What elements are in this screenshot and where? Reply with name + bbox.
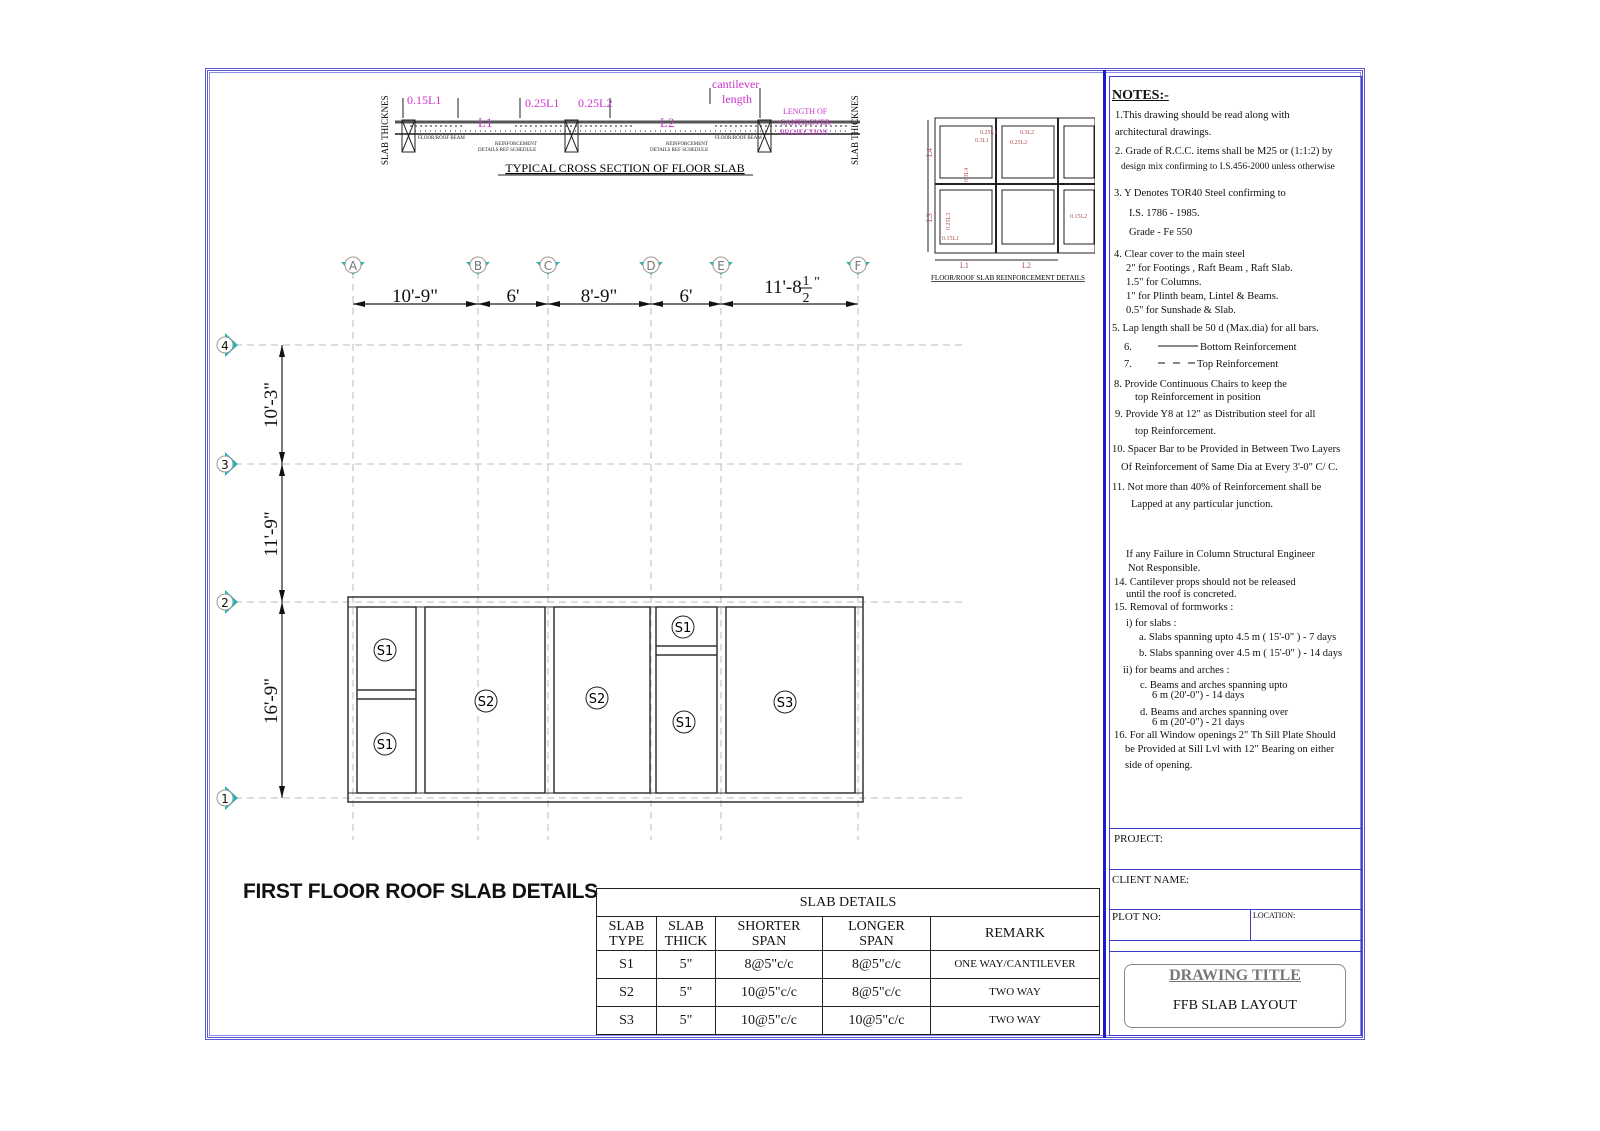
grid-marker-b <box>466 257 490 275</box>
note-line: 2. Grade of R.C.C. items shall be M25 or (1:1:2) by <box>1115 146 1333 157</box>
header-remark: REMARK <box>931 917 1100 951</box>
note-line: 2" for Footings , Raft Beam , Raft Slab. <box>1126 263 1293 274</box>
note-line: design mix confirming to I.S.456-2000 unless otherwise <box>1121 162 1335 172</box>
label-slab-thickness-right: SLAB THICKNES <box>850 95 860 165</box>
detail-label-c: 0.3L2 <box>1020 130 1035 136</box>
detail-label-l3: L3 <box>925 213 934 222</box>
slab-table-cell: 5" <box>657 1007 716 1035</box>
slab-table-header <box>597 917 1100 951</box>
grid-marker-c <box>536 257 560 275</box>
grid-label-b: B <box>473 259 483 273</box>
title-block-divider <box>1103 70 1106 1038</box>
note-line: 11. Not more than 40% of Reinforcement shall be <box>1112 482 1322 493</box>
note-line: Of Reinforcement of Same Dia at Every 3'-0" C/ C. <box>1121 462 1338 473</box>
label-reinf-2a: REINFORCEMENT <box>666 142 708 147</box>
note-line: 16. For all Window openings 2" Th Sill Plate Should <box>1114 730 1336 741</box>
slab-tag <box>475 690 497 712</box>
slab-tag-label: S1 <box>674 621 692 636</box>
slab-tag <box>374 639 396 661</box>
slab-table-cell: 5" <box>657 979 716 1007</box>
grid-label-3: 3 <box>221 458 229 472</box>
note-line: 1.5" for Columns. <box>1126 277 1202 288</box>
header-slab-thick: SLAB THICK <box>657 917 716 951</box>
slab-tag-label: S1 <box>675 716 693 731</box>
note-line: If any Failure in Column Structural Engineer <box>1126 549 1315 560</box>
note-line: 1.This drawing should be read along with <box>1115 110 1290 121</box>
reinforcement-detail-title: FLOOR/ROOF SLAB REINFORCEMENT DETAILS <box>931 274 1085 282</box>
slab-tag-label: S2 <box>588 692 606 707</box>
dim-e-f-frac-den: 2 <box>802 291 810 306</box>
tb-line <box>1250 909 1251 940</box>
grid-label-4: 4 <box>221 339 229 353</box>
project-label: PROJECT: <box>1114 833 1163 845</box>
slab-tag <box>672 616 694 638</box>
slab-tag-label: S1 <box>376 738 394 753</box>
note-line: 1" for Plinth beam, Lintel & Beams. <box>1126 291 1279 302</box>
slab-table-row <box>597 979 1100 1007</box>
client-name-label: CLIENT NAME: <box>1112 874 1190 886</box>
tb-line <box>1110 951 1361 952</box>
dim-b-c: 6' <box>506 286 520 307</box>
note-line: Top Reinforcement <box>1197 359 1279 370</box>
label-015l1: 0.15L1 <box>407 93 442 107</box>
note-line: top Reinforcement in position <box>1135 392 1261 403</box>
slab-details-table <box>596 888 1100 1035</box>
grid-marker-3 <box>217 452 238 476</box>
dim-4-3: 10'-3" <box>261 381 282 429</box>
plot-no-label: PLOT NO: <box>1112 911 1161 923</box>
grid-marker-d <box>639 257 663 275</box>
note-line: d. Beams and arches spanning over <box>1140 707 1289 718</box>
slab-tag <box>673 711 695 733</box>
label-reinf-2b: DETAILS REF SCHEDULE <box>650 148 709 153</box>
location-label: LOCATION: <box>1253 911 1296 920</box>
slab-table-cell: 10@5"c/c <box>716 1007 823 1035</box>
note-line: Bottom Reinforcement <box>1200 342 1297 353</box>
detail-label-l1: L1 <box>960 261 969 270</box>
slab-tag <box>774 691 796 713</box>
slab-table-title: SLAB DETAILS <box>597 889 1100 917</box>
label-reinf-1a: REINFORCEMENT <box>495 142 537 147</box>
dim-e-f-inch: " <box>814 275 820 290</box>
label-beam-left: FLOOR/ROOF BEAM <box>418 136 465 141</box>
detail-label-h: 0.15L2 <box>1070 214 1088 220</box>
detail-label-e: 0.3L4 <box>964 167 970 182</box>
note-line: ii) for beams and arches : <box>1123 665 1230 676</box>
note-line: b. Slabs spanning over 4.5 m ( 15'-0" ) - 14 days <box>1139 648 1343 659</box>
slab-table-row <box>597 951 1100 979</box>
slab-tag <box>586 687 608 709</box>
detail-label-g: 0.15L1 <box>942 236 960 242</box>
note-line: 14. Cantilever props should not be released <box>1114 577 1296 588</box>
label-cantilever-length: length <box>722 92 752 106</box>
detail-label-a: 0.3L1 <box>975 138 990 144</box>
note-line: i) for slabs : <box>1126 618 1177 629</box>
note-line: 4. Clear cover to the main steel <box>1114 249 1245 260</box>
note-line: I.S. 1786 - 1985. <box>1129 208 1200 219</box>
dim-e-f-frac-num: 1 <box>802 274 810 289</box>
dim-3-2: 11'-9" <box>261 511 282 557</box>
slab-table-cell: TWO WAY <box>931 979 1100 1007</box>
grid-marker-4 <box>217 333 238 357</box>
detail-label-l2: L2 <box>1022 261 1031 270</box>
note-line: 7. <box>1124 359 1132 370</box>
slab-table-cell: 8@5"c/c <box>823 951 931 979</box>
note-line: top Reinforcement. <box>1135 426 1217 437</box>
note-line: until the roof is concreted. <box>1126 589 1237 600</box>
note-line: 5. Lap length shall be 50 d (Max.dia) for all bars. <box>1112 323 1319 334</box>
tb-line <box>1110 909 1361 910</box>
slab-table-cell: S2 <box>597 979 657 1007</box>
note-line: 10. Spacer Bar to be Provided in Between Two Layers <box>1112 444 1341 455</box>
label-cantilever-proj: CANTILEVER <box>780 118 831 127</box>
grid-marker-2 <box>217 590 238 614</box>
slab-plan <box>205 250 975 850</box>
note-line: side of opening. <box>1125 760 1193 771</box>
grid-marker-e <box>709 257 733 275</box>
grid-label-1: 1 <box>221 792 229 806</box>
note-line: architectural drawings. <box>1115 127 1212 138</box>
note-line: Grade - Fe 550 <box>1129 227 1193 238</box>
grid-label-c: C <box>543 259 553 273</box>
dim-e-f: 11'-8 <box>764 277 802 298</box>
tb-line <box>1110 869 1361 870</box>
label-slab-thickness-left: SLAB THICKNES <box>380 95 390 165</box>
slab-table-cell: 8@5"c/c <box>716 951 823 979</box>
note-line: a. Slabs spanning upto 4.5 m ( 15'-0" ) - 7 days <box>1139 632 1337 643</box>
slab-table-cell: 10@5"c/c <box>823 1007 931 1035</box>
grid-marker-f <box>846 257 870 275</box>
detail-label-d: 0.25L2 <box>1010 140 1028 146</box>
label-beam-right: FLOOR/ROOF BEAM <box>715 136 762 141</box>
note-line: 3. Y Denotes TOR40 Steel confirming to <box>1114 188 1286 199</box>
label-span-l2: L2 <box>660 115 675 130</box>
grid-label-e: E <box>717 259 725 273</box>
slab-tag-label: S2 <box>477 695 495 710</box>
detail-label-l4: L4 <box>925 148 934 157</box>
note-line: be Provided at Sill Lvl with 12" Bearing on either <box>1125 744 1335 755</box>
note-line: 6. <box>1124 342 1132 353</box>
dim-d-e: 6' <box>679 286 693 307</box>
tb-line <box>1110 828 1361 829</box>
header-slab-type: SLAB TYPE <box>597 917 657 951</box>
label-length-of: LENGTH OF <box>783 107 828 116</box>
slab-table-cell: 10@5"c/c <box>716 979 823 1007</box>
slab-table-cell: ONE WAY/CANTILEVER <box>931 951 1100 979</box>
drawing-title-value: FFB SLAB LAYOUT <box>1173 998 1297 1013</box>
drawing-title: FIRST FLOOR ROOF SLAB DETAILS <box>243 880 598 903</box>
header-shorter-span: SHORTER SPAN <box>716 917 823 951</box>
grid-label-f: F <box>854 259 862 273</box>
cross-section-title: TYPICAL CROSS SECTION OF FLOOR SLAB <box>505 161 745 175</box>
drawing-title-label: DRAWING TITLE <box>1169 967 1301 984</box>
typical-cross-section <box>370 70 870 190</box>
note-line: c. Beams and arches spanning upto <box>1140 680 1288 691</box>
label-cantilever: cantilever <box>712 77 760 91</box>
label-projection: PROJECTION <box>780 128 829 137</box>
grid-label-d: D <box>646 259 656 273</box>
slab-table-cell: S3 <box>597 1007 657 1035</box>
slab-tag <box>374 733 396 755</box>
slab-table-cell: S1 <box>597 951 657 979</box>
dim-a-b: 10'-9" <box>391 286 439 307</box>
note-line: 6 m (20'-0") - 14 days <box>1152 690 1245 701</box>
grid-label-a: A <box>348 259 358 273</box>
tb-line <box>1110 940 1361 941</box>
note-line: 0.5" for Sunshade & Slab. <box>1126 305 1236 316</box>
dim-2-1: 16'-9" <box>261 677 282 725</box>
grid-marker-1 <box>217 786 238 810</box>
notes-title: NOTES:- <box>1112 88 1169 103</box>
label-025l1: 0.25L1 <box>525 96 560 110</box>
note-line: Not Responsible. <box>1128 563 1201 574</box>
grid-label-2: 2 <box>221 596 229 610</box>
slab-table-row <box>597 1007 1100 1035</box>
note-line: 15. Removal of formworks : <box>1114 602 1234 613</box>
slab-tag-label: S1 <box>376 644 394 659</box>
slab-table-cell: 5" <box>657 951 716 979</box>
line-legend <box>1150 340 1300 370</box>
header-longer-span: LONGER SPAN <box>823 917 931 951</box>
slab-table-cell: 8@5"c/c <box>823 979 931 1007</box>
label-span-l1: L1 <box>478 115 493 130</box>
note-line: 6 m (20'-0") - 21 days <box>1152 717 1245 728</box>
dim-c-d: 8'-9" <box>580 286 618 307</box>
grid-marker-a <box>341 257 365 275</box>
detail-label-b: 0.25L1 <box>980 130 998 136</box>
note-line: 9. Provide Y8 at 12" as Distribution steel for all <box>1115 409 1316 420</box>
note-line: Lapped at any particular junction. <box>1131 499 1273 510</box>
note-line: 8. Provide Continuous Chairs to keep the <box>1114 379 1287 390</box>
detail-label-f: 0.25L3 <box>946 212 952 230</box>
label-025l2: 0.25L2 <box>578 96 613 110</box>
slab-table-cell: TWO WAY <box>931 1007 1100 1035</box>
slab-tag-label: S3 <box>776 696 794 711</box>
label-reinf-1b: DETAILS REF SCHEDULE <box>478 148 537 153</box>
